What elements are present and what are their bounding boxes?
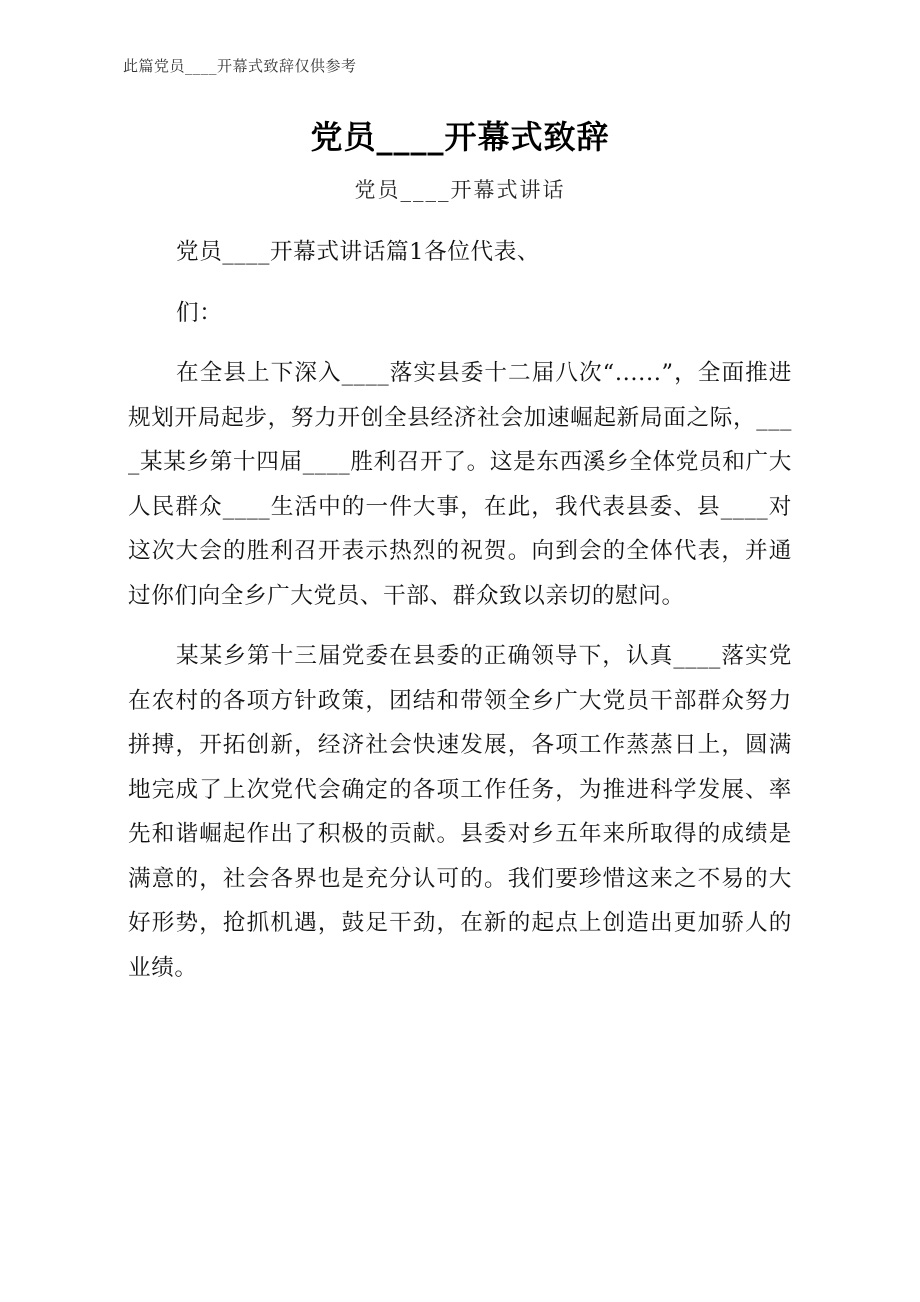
paragraph-salutation: 们： [176,299,223,326]
document-subtitle: 党员____开幕式讲话 [354,178,566,202]
document-title: 党员____开幕式致辞 [310,118,610,156]
document-body [128,230,792,1006]
paragraph-congratulation: 在全县上下深入____落实县委十二届八次“......”，全面推进规划开局起步，努力开创全县经济社会加速崛起新局面之际，____某某乡第十四届____胜利召开了。这是东西溪乡全体党员和广大人民群众____生活中的一件大事，在此，我代表县委、县____对这次大会的胜利召开表示热烈的祝贺。向到会的全体代表，并通过你们向全乡广大党员、干部、群众致以亲切的慰问。 [128,360,792,609]
paragraph-opening: 党员____开幕式讲话篇1各位代表、 [176,239,541,265]
header-note: 此篇党员____开幕式致辞仅供参考 [123,57,357,75]
paragraph-achievements: 某某乡第十三届党委在县委的正确领导下，认真____落实党在农村的各项方针政策，团结和带领全乡广大党员干部群众努力拼搏，开拓创新，经济社会快速发展，各项工作蒸蒸日上，圆满地完成了上次党代会确定的各项工作任务，为推进科学发展、率先和谐崛起作出了积极的贡献。县委对乡五年来所取得的成绩是满意的，社会各界也是充分认可的。我们要珍惜这来之不易的大好形势，抢抓机遇，鼓足干劲，在新的起点上创造出更加骄人的业绩。 [128,643,792,981]
